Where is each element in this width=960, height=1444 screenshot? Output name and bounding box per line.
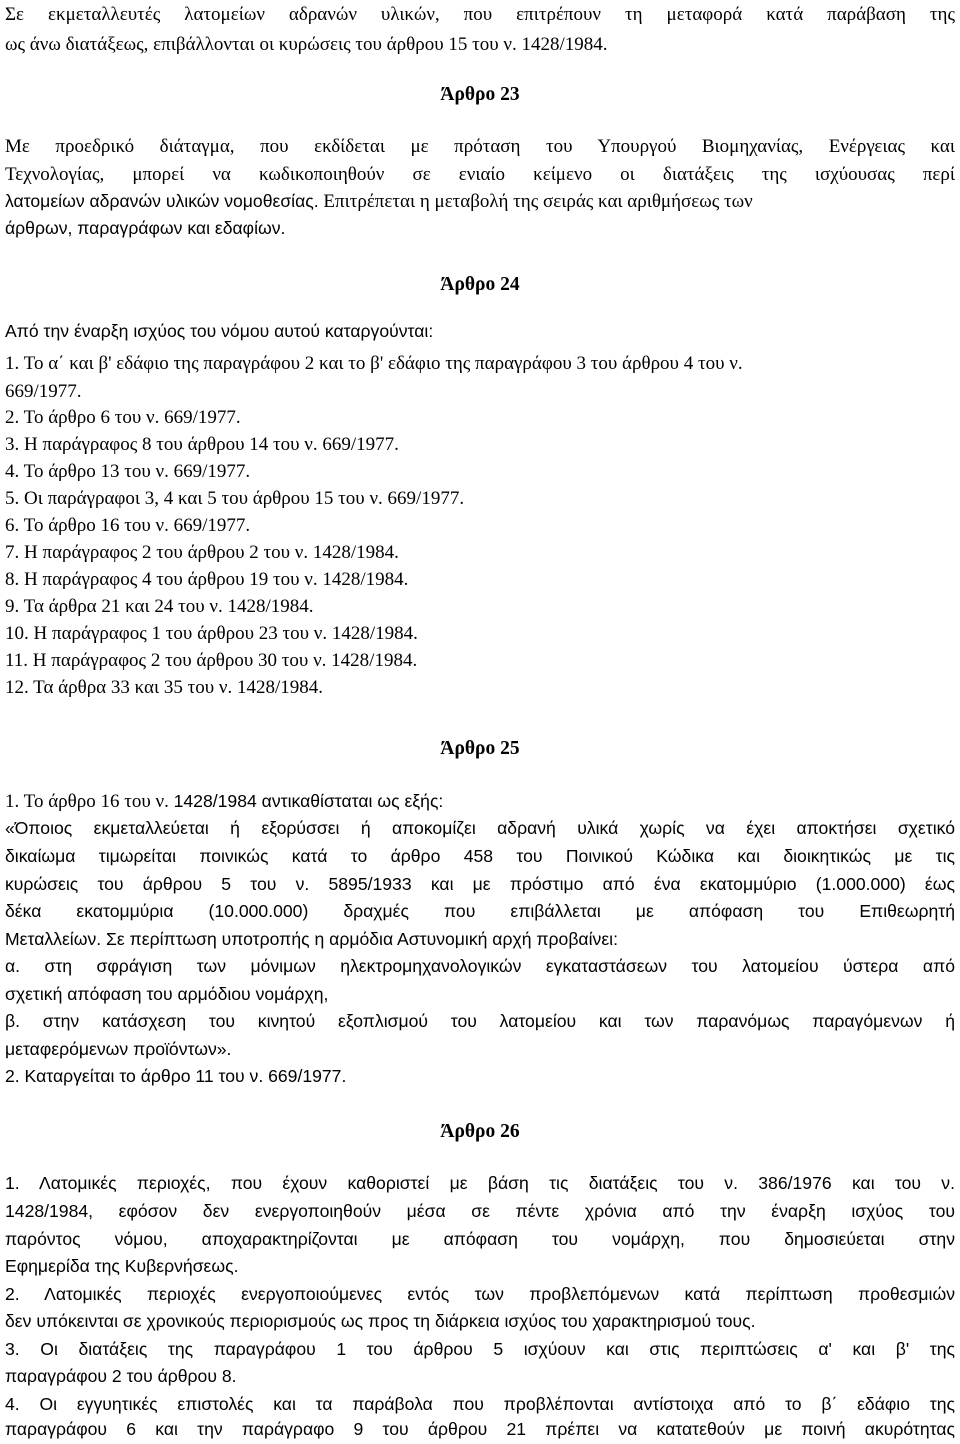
article-24-item: 3. Η παράγραφος 8 του άρθρου 14 του ν. 669/1977. <box>5 434 399 455</box>
article-25-line-3: δικαίωμα τιμωρείται ποινικώς κατά το άρθρο 458 του Ποινικού Κώδικα και διοικητικώς με τις <box>5 846 955 866</box>
intro-line-1: Σε εκμεταλλευτές λατομείων αδρανών υλικών, που επιτρέπουν τη μεταφορά κατά παράβαση της <box>5 4 955 25</box>
article-23-line-4: άρθρων, παραγράφων και εδαφίων. <box>5 218 286 238</box>
article-26-line-3: παρόντος νόμου, αποχαρακτηρίζονται με απόφαση του νομάρχη, που δημοσιεύεται στην <box>5 1229 955 1249</box>
article-25-line-1 <box>5 788 955 815</box>
article-24-item: 5. Οι παράγραφοι 3, 4 και 5 του άρθρου 15 του ν. 669/1977. <box>5 488 465 509</box>
article-24-intro: Από την έναρξη ισχύος του νόμου αυτού καταργούνται: <box>5 321 434 341</box>
article-26-line-8: παραγράφου 2 του άρθρου 8. <box>5 1366 237 1386</box>
article-23-title: Άρθρο 23 <box>440 84 520 105</box>
article-26-line-1: 1. Λατομικές περιοχές, που έχουν καθοριστεί με βάση τις διατάξεις του ν. 386/1976 και του ν. <box>5 1173 955 1193</box>
article-26-line-2: 1428/1984, εφόσον δεν ενεργοποιηθούν μέσα σε πέντε χρόνια από την έναρξη ισχύος του <box>5 1201 955 1221</box>
article-23-line-3 <box>5 188 955 215</box>
article-26-line-6: δεν υπόκεινται σε χρονικούς περιορισμούς ως προς τη διάρκεια ισχύος του χαρακτηρισμού τους. <box>5 1311 756 1331</box>
article-23-line-3a: λατομείων αδρανών υλικών νομοθεσίας. <box>5 191 319 211</box>
article-26-line-7: 3. Οι διατάξεις της παραγράφου 1 του άρθρου 5 ισχύουν και στις περιπτώσεις α' και β' της <box>5 1339 955 1359</box>
article-24-item-1a: 1. Το α΄ και β' εδάφιο της παραγράφου 2 και το β' εδάφιο της παραγράφου 3 του άρθρου 4 του ν. <box>5 353 743 374</box>
article-23-line-2: Τεχνολογίας, μπορεί να κωδικοποιηθούν σε ενιαίο κείμενο οι διατάξεις της ισχύουσας περί <box>5 164 955 185</box>
article-24-item: 11. Η παράγραφος 2 του άρθρου 30 του ν. 1428/1984. <box>5 650 418 671</box>
article-25-line-8: σχετική απόφαση του αρμόδιου νομάρχη, <box>5 984 329 1004</box>
article-24-item-1b: 669/1977. <box>5 381 82 402</box>
article-24-item: 2. Το άρθρο 6 του ν. 669/1977. <box>5 407 241 428</box>
article-26-line-4: Εφημερίδα της Κυβερνήσεως. <box>5 1256 239 1276</box>
article-24-item: 4. Το άρθρο 13 του ν. 669/1977. <box>5 461 251 482</box>
article-24-title: Άρθρο 24 <box>440 274 520 295</box>
article-24-item: 8. Η παράγραφος 4 του άρθρου 19 του ν. 1428/1984. <box>5 569 409 590</box>
article-26-line-5: 2. Λατομικές περιοχές ενεργοποιούμενες εντός των προβλεπόμενων κατά περίπτωση προθεσμιών <box>5 1284 955 1304</box>
article-24-item: 9. Τα άρθρα 21 και 24 του ν. 1428/1984. <box>5 596 314 617</box>
article-25-line-9: β. στην κατάσχεση του κινητού εξοπλισμού του λατομείου και των παρανόμως παραγόμενων ή <box>5 1011 955 1031</box>
article-25-line-11: 2. Καταργείται το άρθρο 11 του ν. 669/1977. <box>5 1066 347 1086</box>
article-24-item: 7. Η παράγραφος 2 του άρθρου 2 του ν. 1428/1984. <box>5 542 399 563</box>
article-26-line-9: 4. Οι εγγυητικές επιστολές και τα παράβολα που προβλέπονται αντίστοιχα από το β΄ εδάφιο της <box>5 1394 955 1414</box>
article-25-line-6: Μεταλλείων. Σε περίπτωση υποτροπής η αρμόδια Αστυνομική αρχή προβαίνει: <box>5 929 618 949</box>
article-24-item: 6. Το άρθρο 16 του ν. 669/1977. <box>5 515 251 536</box>
intro-line-2: ως άνω διατάξεως, επιβάλλονται οι κυρώσεις του άρθρου 15 του ν. 1428/1984. <box>5 34 608 55</box>
article-25-line-1b: 1428/1984 αντικαθίσταται ως εξής: <box>173 791 444 811</box>
article-25-line-1a: 1. Το άρθρο 16 του ν. <box>5 791 169 812</box>
article-25-line-5: δέκα εκατομμύρια (10.000.000) δραχμές που επιβάλλεται με απόφαση του Επιθεωρητή <box>5 901 955 921</box>
article-25-line-4: κυρώσεις του άρθρου 5 του ν. 5895/1933 και με πρόστιμο από ένα εκατομμύριο (1.000.000) έως <box>5 874 955 894</box>
article-26-line-10: παραγράφου 6 και την παράγραφο 9 του άρθρου 21 πρέπει να κατατεθούν με ποινή ακυρότητας <box>5 1419 955 1439</box>
article-23-line-1: Με προεδρικό διάταγμα, που εκδίδεται με πρόταση του Υπουργού Βιομηχανίας, Ενέργειας και <box>5 136 955 157</box>
article-23-line-3b: Επιτρέπεται η μεταβολή της σειράς και αριθμήσεως των <box>323 191 753 212</box>
article-25-line-10: μεταφερόμενων προϊόντων». <box>5 1039 232 1059</box>
article-25-line-2: «Όποιος εκμεταλλεύεται ή εξορύσσει ή αποκομίζει αδρανή υλικά χωρίς να έχει αποκτήσει σχετικό <box>5 818 955 838</box>
article-25-line-7: α. στη σφράγιση των μόνιμων ηλεκτρομηχανολογικών εγκαταστάσεων του λατομείου ύστερα από <box>5 956 955 976</box>
article-24-item: 10. Η παράγραφος 1 του άρθρου 23 του ν. 1428/1984. <box>5 623 418 644</box>
article-25-title: Άρθρο 25 <box>440 738 520 759</box>
article-26-title: Άρθρο 26 <box>440 1121 520 1142</box>
article-24-item: 12. Τα άρθρα 33 και 35 του ν. 1428/1984. <box>5 677 324 698</box>
